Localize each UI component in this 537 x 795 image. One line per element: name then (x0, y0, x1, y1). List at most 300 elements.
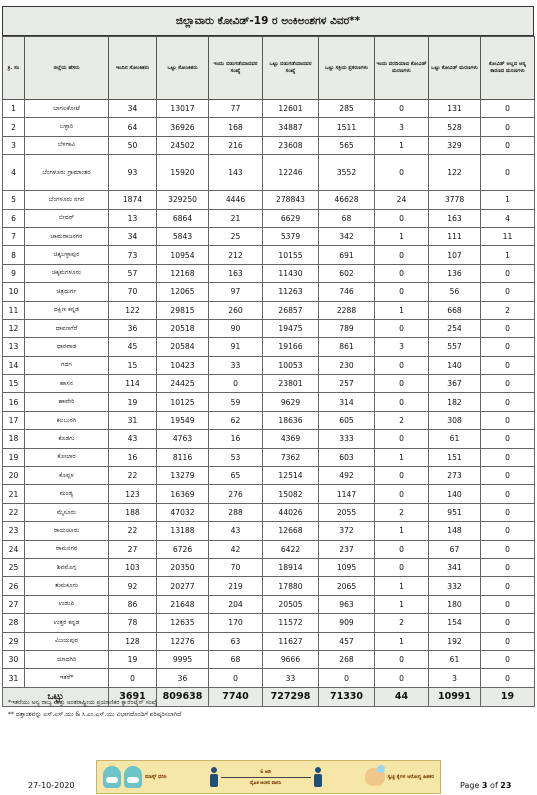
table-cell: 285 (319, 100, 375, 118)
table-cell: 47032 (157, 503, 209, 521)
table-cell: 86 (109, 595, 157, 613)
distance-arrow (221, 769, 311, 786)
table-cell: 0 (375, 467, 429, 485)
person-icon (314, 767, 322, 787)
table-cell: 148 (429, 522, 481, 540)
table-cell: 254 (429, 319, 481, 337)
table-cell: 29 (3, 632, 25, 650)
table-cell: 43 (209, 522, 263, 540)
table-cell: 31 (3, 669, 25, 687)
handwash-section (365, 768, 434, 786)
district-name-cell: ಬೆಂಗಳೂರು ನಗರ (25, 191, 109, 209)
column-header: ಒಟ್ಟು ಸೋಂಕಿತರು (157, 37, 209, 100)
table-cell: 1 (481, 191, 535, 209)
table-cell: 3 (3, 136, 25, 154)
table-cell: 2 (375, 503, 429, 521)
table-cell: 603 (319, 448, 375, 466)
table-cell: 0 (375, 209, 429, 227)
table-cell: 219 (209, 577, 263, 595)
table-cell: 163 (209, 264, 263, 282)
table-cell: 278843 (263, 191, 319, 209)
person-icon (210, 767, 218, 787)
table-cell: 789 (319, 319, 375, 337)
table-cell: 0 (375, 375, 429, 393)
column-header: ಇಂದು ವರದಿಯಾದ ಕೋವಿಡ್ ಮರಣಗಳು (375, 37, 429, 100)
table-cell: 50 (109, 136, 157, 154)
table-cell: 1 (375, 448, 429, 466)
covid-awareness-banner (96, 760, 441, 794)
table-cell: 0 (481, 393, 535, 411)
table-cell: 23608 (263, 136, 319, 154)
district-name-cell: ರಾಮನಗರ (25, 540, 109, 558)
table-row (3, 558, 535, 576)
table-cell: 170 (209, 614, 263, 632)
column-header: ಒಟ್ಟು ಸಕ್ರಿಯ ಪ್ರಕರಣಗಳು (319, 37, 375, 100)
table-cell: 61 (429, 650, 481, 668)
table-cell: 9 (3, 264, 25, 282)
table-cell: 19549 (157, 411, 209, 429)
table-cell: 122 (429, 155, 481, 191)
table-cell: 168 (209, 118, 263, 136)
table-cell: 20505 (263, 595, 319, 613)
table-cell: 1 (375, 136, 429, 154)
table-cell: 36 (109, 319, 157, 337)
table-header-row (3, 37, 535, 100)
table-cell: 10155 (263, 246, 319, 264)
table-cell: 268 (319, 650, 375, 668)
table-cell: 56 (429, 283, 481, 301)
table-cell: 0 (375, 485, 429, 503)
district-name-cell: ಮೈಸೂರು (25, 503, 109, 521)
table-row (3, 283, 535, 301)
table-cell: 3778 (429, 191, 481, 209)
table-cell: 0 (375, 319, 429, 337)
table-cell: 3 (375, 118, 429, 136)
table-cell: 0 (375, 669, 429, 687)
page-number: Page 3 of 23 (460, 781, 512, 790)
table-cell: 10 (3, 283, 25, 301)
table-cell: 0 (481, 632, 535, 650)
table-cell: 2 (481, 301, 535, 319)
table-cell: 92 (109, 577, 157, 595)
table-cell: 0 (375, 650, 429, 668)
table-cell: 111 (429, 227, 481, 245)
table-cell: 12065 (157, 283, 209, 301)
table-cell: 63 (209, 632, 263, 650)
table-cell: 909 (319, 614, 375, 632)
column-header: ಇಂದು ಬಿಡುಗಡೆಯಾದವರ ಸಂಖ್ಯೆ (209, 37, 263, 100)
table-cell: 15082 (263, 485, 319, 503)
table-cell: 15 (109, 356, 157, 374)
table-cell: 9995 (157, 650, 209, 668)
table-cell: 20277 (157, 577, 209, 595)
table-row (3, 301, 535, 319)
table-cell: 17880 (263, 577, 319, 595)
total-label: ಒಟ್ಟು (3, 687, 109, 706)
total-cell: 727298 (263, 687, 319, 706)
table-cell: 4 (481, 209, 535, 227)
table-cell: 342 (319, 227, 375, 245)
table-row (3, 246, 535, 264)
table-row (3, 375, 535, 393)
table-cell: 11263 (263, 283, 319, 301)
table-cell: 7362 (263, 448, 319, 466)
table-cell: 204 (209, 595, 263, 613)
table-cell: 154 (429, 614, 481, 632)
table-cell: 103 (109, 558, 157, 576)
table-cell: 143 (209, 155, 263, 191)
table-cell: 36 (157, 669, 209, 687)
district-name-cell: ಚಿಕ್ಕಬಳ್ಳಾಪುರ (25, 246, 109, 264)
table-cell: 5843 (157, 227, 209, 245)
table-row (3, 632, 535, 650)
table-cell: 8116 (157, 448, 209, 466)
table-cell: 45 (109, 338, 157, 356)
table-row (3, 522, 535, 540)
handwash-icon (365, 768, 385, 786)
table-cell: 30 (3, 650, 25, 668)
table-cell: 188 (109, 503, 157, 521)
table-cell: 12168 (157, 264, 209, 282)
table-cell: 0 (481, 448, 535, 466)
table-cell: 16369 (157, 485, 209, 503)
table-row (3, 503, 535, 521)
column-header: ಕ್ರ. ಸಂ (3, 37, 25, 100)
page-title: ಜಿಲ್ಲಾವಾರು ಕೋವಿಡ್-19 ರ ಅಂಕಿಅಂಶಗಳ ವಿವರ** (2, 6, 534, 36)
table-cell: 26 (3, 577, 25, 595)
table-cell: 77 (209, 100, 263, 118)
table-row (3, 155, 535, 191)
column-header: ಒಟ್ಟು ಕೋವಿಡ್ ಮರಣಗಳು (429, 37, 481, 100)
table-cell: 746 (319, 283, 375, 301)
column-header: ಜಿಲ್ಲೆಯ ಹೆಸರು (25, 37, 109, 100)
table-cell: 136 (429, 264, 481, 282)
table-row (3, 485, 535, 503)
district-name-cell: ಬೆಳಗಾವಿ (25, 136, 109, 154)
table-cell: 91 (209, 338, 263, 356)
table-cell: 1 (3, 100, 25, 118)
table-cell: 13 (109, 209, 157, 227)
table-cell: 12668 (263, 522, 319, 540)
table-cell: 53 (209, 448, 263, 466)
table-row (3, 264, 535, 282)
table-cell: 9666 (263, 650, 319, 668)
table-cell: 341 (429, 558, 481, 576)
table-row (3, 136, 535, 154)
table-row (3, 614, 535, 632)
table-cell: 12276 (157, 632, 209, 650)
table-cell: 0 (375, 246, 429, 264)
table-cell: 0 (481, 118, 535, 136)
table-row (3, 669, 535, 687)
table-cell: 31 (109, 411, 157, 429)
table-cell: 27 (109, 540, 157, 558)
district-name-cell: ತುಮಕೂರು (25, 577, 109, 595)
page-total: 23 (500, 781, 512, 790)
district-name-cell: ಇತರೆ* (25, 669, 109, 687)
table-cell: 62 (209, 411, 263, 429)
footnote-data-source: ** ದತ್ತಾಂಶವನ್ನು ಎಸ್.ಎಸ್.ಯು & ಸಿ.ಎಂ.ಎಸ್.ಯು ವಿಭಾಗದೊಂದಿಗೆ ಪರಿಷ್ಕರಿಸಲಾಗಿದೆ (8, 711, 182, 718)
column-header: ಕೋವಿಡ್ ಅಲ್ಲದ ಅನ್ಯ ಕಾರಣದ ಮರಣಗಳು (481, 37, 535, 100)
table-cell: 122 (109, 301, 157, 319)
distance-label: 6 ಅಡಿ (260, 769, 271, 775)
table-cell: 602 (319, 264, 375, 282)
table-cell: 43 (109, 430, 157, 448)
table-cell: 19 (3, 448, 25, 466)
table-cell: 565 (319, 136, 375, 154)
table-cell: 1 (375, 227, 429, 245)
table-cell: 3 (429, 669, 481, 687)
table-row (3, 118, 535, 136)
table-cell: 11 (481, 227, 535, 245)
table-cell: 668 (429, 301, 481, 319)
district-name-cell: ಯಾದಗಿರಿ (25, 650, 109, 668)
table-cell: 42 (209, 540, 263, 558)
table-cell: 23 (3, 522, 25, 540)
table-cell: 78 (109, 614, 157, 632)
table-cell: 0 (481, 522, 535, 540)
table-cell: 18636 (263, 411, 319, 429)
table-cell: 333 (319, 430, 375, 448)
table-cell: 20584 (157, 338, 209, 356)
column-header: ಒಟ್ಟು ಬಿಡುಗಡೆಯಾದವರ ಸಂಖ್ಯೆ (263, 37, 319, 100)
table-cell: 0 (481, 319, 535, 337)
total-cell: 71330 (319, 687, 375, 706)
district-name-cell: ಕೊಪ್ಪಳ (25, 467, 109, 485)
table-cell: 13188 (157, 522, 209, 540)
table-cell: 212 (209, 246, 263, 264)
table-cell: 314 (319, 393, 375, 411)
district-name-cell: ಉಡುಪಿ (25, 595, 109, 613)
table-cell: 0 (481, 356, 535, 374)
table-cell: 1511 (319, 118, 375, 136)
table-cell: 557 (429, 338, 481, 356)
table-cell: 0 (481, 558, 535, 576)
table-cell: 2 (3, 118, 25, 136)
table-cell: 4446 (209, 191, 263, 209)
district-name-cell: ಕಲಬುರಗಿ (25, 411, 109, 429)
table-cell: 861 (319, 338, 375, 356)
table-cell: 9629 (263, 393, 319, 411)
table-cell: 8 (3, 246, 25, 264)
district-name-cell: ಬಾಗಲಕೋಟೆ (25, 100, 109, 118)
table-cell: 16 (109, 448, 157, 466)
table-cell: 22 (109, 522, 157, 540)
table-cell: 0 (481, 485, 535, 503)
district-name-cell: ಬಳ್ಳಾರಿ (25, 118, 109, 136)
table-cell: 140 (429, 485, 481, 503)
table-cell: 34 (109, 100, 157, 118)
page-current: 3 (481, 781, 488, 790)
table-row (3, 540, 535, 558)
table-cell: 24 (3, 540, 25, 558)
table-cell: 25 (3, 558, 25, 576)
table-cell: 4369 (263, 430, 319, 448)
table-cell: 13017 (157, 100, 209, 118)
table-cell: 20350 (157, 558, 209, 576)
table-cell: 0 (109, 669, 157, 687)
footnotes (8, 697, 181, 721)
table-cell: 11627 (263, 632, 319, 650)
table-cell: 10423 (157, 356, 209, 374)
table-cell: 260 (209, 301, 263, 319)
table-cell: 332 (429, 577, 481, 595)
table-cell: 1 (375, 577, 429, 595)
table-cell: 182 (429, 393, 481, 411)
table-cell: 25 (209, 227, 263, 245)
mask-section (103, 766, 167, 788)
table-cell: 0 (375, 540, 429, 558)
distance-line (221, 777, 311, 778)
table-cell: 131 (429, 100, 481, 118)
table-cell: 15 (3, 375, 25, 393)
table-cell: 24502 (157, 136, 209, 154)
table-cell: 11430 (263, 264, 319, 282)
table-cell: 34 (109, 227, 157, 245)
table-cell: 12 (3, 319, 25, 337)
district-name-cell: ಕೋಲಾರ (25, 448, 109, 466)
table-cell: 308 (429, 411, 481, 429)
table-cell: 15920 (157, 155, 209, 191)
table-cell: 73 (109, 246, 157, 264)
table-cell: 0 (375, 100, 429, 118)
table-cell: 192 (429, 632, 481, 650)
table-cell: 0 (481, 338, 535, 356)
district-name-cell: ದಾವಣಗೆರೆ (25, 319, 109, 337)
table-cell: 70 (109, 283, 157, 301)
table-cell: 2 (375, 411, 429, 429)
table-cell: 13 (3, 338, 25, 356)
table-cell: 0 (481, 430, 535, 448)
table-cell: 257 (319, 375, 375, 393)
table-cell: 64 (109, 118, 157, 136)
district-name-cell: ಬೀದರ್ (25, 209, 109, 227)
table-cell: 16 (3, 393, 25, 411)
table-cell: 5379 (263, 227, 319, 245)
handwash-text: ಸ್ವಚ್ಛ ಕೈಗಳ ಆರೋಗ್ಯ ಹಿತಕರ (387, 774, 434, 780)
table-cell: 114 (109, 375, 157, 393)
table-cell: 4763 (157, 430, 209, 448)
table-row (3, 227, 535, 245)
district-name-cell: ಬೆಂಗಳೂರು ಗ್ರಾಮಾಂತರ (25, 155, 109, 191)
table-cell: 36926 (157, 118, 209, 136)
table-cell: 1 (375, 632, 429, 650)
table-cell: 367 (429, 375, 481, 393)
table-row (3, 393, 535, 411)
table-cell: 2 (375, 614, 429, 632)
table-cell: 70 (209, 558, 263, 576)
table-cell: 0 (481, 411, 535, 429)
table-cell: 492 (319, 467, 375, 485)
table-cell: 12601 (263, 100, 319, 118)
table-cell: 26857 (263, 301, 319, 319)
table-cell: 29815 (157, 301, 209, 319)
table-cell: 19166 (263, 338, 319, 356)
total-cell: 19 (481, 687, 535, 706)
district-name-cell: ದಕ್ಷಿಣ ಕನ್ನಡ (25, 301, 109, 319)
table-cell: 2065 (319, 577, 375, 595)
district-name-cell: ಚಿತ್ರದುರ್ಗ (25, 283, 109, 301)
table-cell: 0 (481, 100, 535, 118)
district-name-cell: ಚಾಮರಾಜನಗರ (25, 227, 109, 245)
table-cell: 21 (209, 209, 263, 227)
table-cell: 0 (319, 669, 375, 687)
table-cell: 33 (209, 356, 263, 374)
table-cell: 230 (319, 356, 375, 374)
table-cell: 18914 (263, 558, 319, 576)
table-cell: 329250 (157, 191, 209, 209)
table-cell: 67 (429, 540, 481, 558)
table-cell: 0 (375, 283, 429, 301)
table-cell: 19 (109, 393, 157, 411)
table-cell: 0 (209, 375, 263, 393)
table-cell: 2288 (319, 301, 375, 319)
table-cell: 11572 (263, 614, 319, 632)
table-cell: 0 (481, 595, 535, 613)
table-cell: 13279 (157, 467, 209, 485)
table-cell: 1095 (319, 558, 375, 576)
total-cell: 10991 (429, 687, 481, 706)
table-cell: 10954 (157, 246, 209, 264)
table-cell: 20518 (157, 319, 209, 337)
footer-date: 27-10-2020 (28, 781, 75, 790)
district-name-cell: ಧಾರವಾಡ (25, 338, 109, 356)
table-cell: 3552 (319, 155, 375, 191)
table-cell: 65 (209, 467, 263, 485)
table-cell: 372 (319, 522, 375, 540)
table-row (3, 448, 535, 466)
district-name-cell: ವಿಜಯಪುರ (25, 632, 109, 650)
masked-face-icon (124, 766, 142, 788)
table-cell: 151 (429, 448, 481, 466)
table-cell: 7 (3, 227, 25, 245)
table-cell: 6 (3, 209, 25, 227)
table-cell: 24425 (157, 375, 209, 393)
table-cell: 27 (3, 595, 25, 613)
total-cell: 7740 (209, 687, 263, 706)
table-cell: 237 (319, 540, 375, 558)
column-header: ಇಂದಿನ ಸೋಂಕಿತರು (109, 37, 157, 100)
table-cell: 123 (109, 485, 157, 503)
table-cell: 3 (375, 338, 429, 356)
district-name-cell: ಹಾವೇರಿ (25, 393, 109, 411)
table-cell: 34887 (263, 118, 319, 136)
table-cell: 10053 (263, 356, 319, 374)
table-cell: 1 (375, 522, 429, 540)
table-cell: 44026 (263, 503, 319, 521)
table-cell: 68 (209, 650, 263, 668)
table-cell: 0 (375, 356, 429, 374)
table-cell: 11 (3, 301, 25, 319)
district-name-cell: ಕೊಡಗು (25, 430, 109, 448)
total-cell: 44 (375, 687, 429, 706)
district-name-cell: ಉತ್ತರ ಕನ್ನಡ (25, 614, 109, 632)
district-name-cell: ಗದಗ (25, 356, 109, 374)
distance-section (210, 767, 322, 787)
table-cell: 107 (429, 246, 481, 264)
table-cell: 6726 (157, 540, 209, 558)
table-row (3, 467, 535, 485)
table-cell: 12246 (263, 155, 319, 191)
district-name-cell: ರಾಯಚೂರು (25, 522, 109, 540)
table-cell: 68 (319, 209, 375, 227)
table-cell: 90 (209, 319, 263, 337)
footnote-others: *ಇತರೆಯು ಅನ್ಯ ರಾಜ್ಯ ಮತ್ತು ಅಂತರಾಷ್ಟ್ರೀಯ ಪ್ರಯಾಣಿಕರ ಕ್ವಾರೆಂಟೈನ್ ಸಂಖ್ಯೆ (8, 699, 157, 706)
table-cell: 180 (429, 595, 481, 613)
table-cell: 528 (429, 118, 481, 136)
table-cell: 24 (375, 191, 429, 209)
table-cell: 19475 (263, 319, 319, 337)
